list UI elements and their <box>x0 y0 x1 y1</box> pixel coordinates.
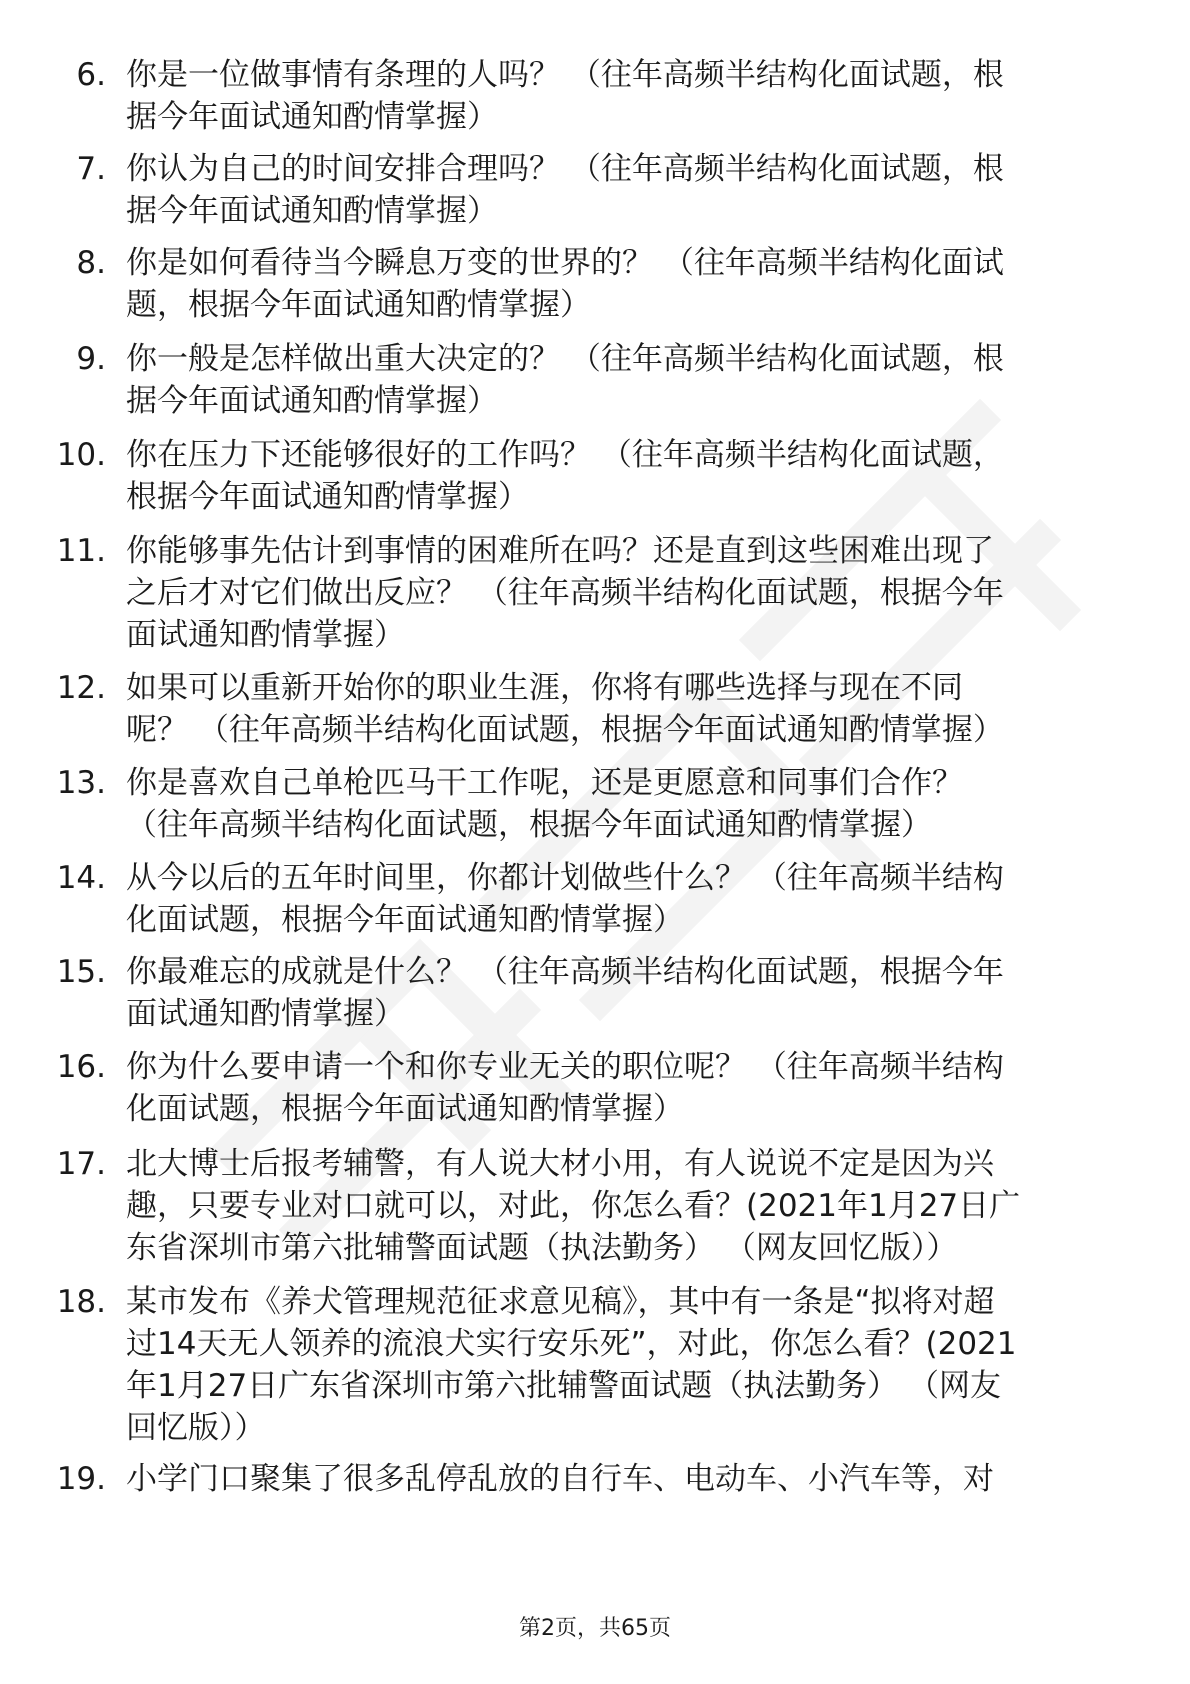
question-number: 6. <box>76 57 106 93</box>
question-item <box>0 54 1190 138</box>
question-text-line: 年1月27日广东省深圳市第六批辅警面试题（执法勤务） （网友 <box>126 1368 1002 1404</box>
question-item <box>0 857 1190 941</box>
question-item <box>0 667 1190 751</box>
question-number: 8. <box>76 245 106 281</box>
question-number: 12. <box>56 670 106 706</box>
question-number: 15. <box>56 954 106 990</box>
question-text-line: 回忆版）） <box>126 1410 266 1446</box>
question-number: 16. <box>56 1049 106 1085</box>
question-text-line: 你是喜欢自己单枪匹马干工作呢，还是更愿意和同事们合作？ <box>126 765 963 801</box>
question-text-line: 题，根据今年面试通知酌情掌握） <box>126 287 591 323</box>
question-text-line: 如果可以重新开始你的职业生涯，你将有哪些选择与现在不同 <box>126 670 963 706</box>
question-number: 10. <box>56 437 106 473</box>
question-number: 13. <box>56 765 106 801</box>
question-item <box>0 148 1190 232</box>
question-text-line: 根据今年面试通知酌情掌握） <box>126 479 529 515</box>
question-item <box>0 1281 1190 1449</box>
question-text-line: 你一般是怎样做出重大决定的？ （往年高频半结构化面试题，根 <box>126 341 1004 377</box>
question-text-line: 化面试题，根据今年面试通知酌情掌握） <box>126 1091 684 1127</box>
question-text-line: 你是一位做事情有条理的人吗？ （往年高频半结构化面试题，根 <box>126 57 1004 93</box>
question-text-line: 化面试题，根据今年面试通知酌情掌握） <box>126 902 684 938</box>
question-text-line: 据今年面试通知酌情掌握） <box>126 99 498 135</box>
question-text-line: （往年高频半结构化面试题，根据今年面试通知酌情掌握） <box>126 807 932 843</box>
question-item <box>0 242 1190 326</box>
question-item <box>0 338 1190 422</box>
question-text-line: 据今年面试通知酌情掌握） <box>126 383 498 419</box>
question-text-line: 你认为自己的时间安排合理吗？ （往年高频半结构化面试题，根 <box>126 151 1004 187</box>
question-text-line: 之后才对它们做出反应？ （往年高频半结构化面试题，根据今年 <box>126 575 1004 611</box>
question-text-line: 某市发布《养犬管理规范征求意见稿》，其中有一条是“拟将对超 <box>126 1284 995 1320</box>
question-text-line: 你是如何看待当今瞬息万变的世界的？ （往年高频半结构化面试 <box>126 245 1004 281</box>
question-number: 17. <box>56 1146 106 1182</box>
question-text-line: 过14天无人领养的流浪犬实行安乐死”，对此，你怎么看？(2021 <box>126 1326 1017 1362</box>
question-item <box>0 530 1190 656</box>
page-footer: 第2页，共65页 <box>519 1616 671 1641</box>
question-number: 7. <box>76 151 106 187</box>
question-text-line: 你为什么要申请一个和你专业无关的职位呢？ （往年高频半结构 <box>126 1049 1004 1085</box>
question-text-line: 面试通知酌情掌握） <box>126 617 405 653</box>
question-item <box>0 1046 1190 1130</box>
question-text-line: 面试通知酌情掌握） <box>126 996 405 1032</box>
question-text-line: 趣，只要专业对口就可以，对此，你怎么看？(2021年1月27日广 <box>126 1188 1021 1224</box>
question-item <box>0 762 1190 846</box>
question-text-line: 从今以后的五年时间里，你都计划做些什么？ （往年高频半结构 <box>126 860 1004 896</box>
question-number: 9. <box>76 341 106 377</box>
question-item <box>0 434 1190 518</box>
question-number: 14. <box>56 860 106 896</box>
question-text-line: 据今年面试通知酌情掌握） <box>126 193 498 229</box>
question-number: 11. <box>56 533 106 569</box>
question-number: 19. <box>56 1461 106 1497</box>
question-text-line: 东省深圳市第六批辅警面试题（执法勤务） （网友回忆版）） <box>126 1230 958 1266</box>
question-text-line: 小学门口聚集了很多乱停乱放的自行车、电动车、小汽车等，对 <box>126 1461 994 1497</box>
question-text-line: 北大博士后报考辅警，有人说大材小用，有人说说不定是因为兴 <box>126 1146 994 1182</box>
question-text-line: 你在压力下还能够很好的工作吗？ （往年高频半结构化面试题， <box>126 437 1004 473</box>
question-item <box>0 1143 1190 1269</box>
question-text-line: 你最难忘的成就是什么？ （往年高频半结构化面试题，根据今年 <box>126 954 1004 990</box>
question-text-line: 你能够事先估计到事情的困难所在吗？还是直到这些困难出现了 <box>126 533 994 569</box>
question-text-line: 呢？ （往年高频半结构化面试题，根据今年面试通知酌情掌握） <box>126 712 1004 748</box>
question-item <box>0 951 1190 1035</box>
question-item <box>0 1458 1190 1500</box>
question-number: 18. <box>56 1284 106 1320</box>
